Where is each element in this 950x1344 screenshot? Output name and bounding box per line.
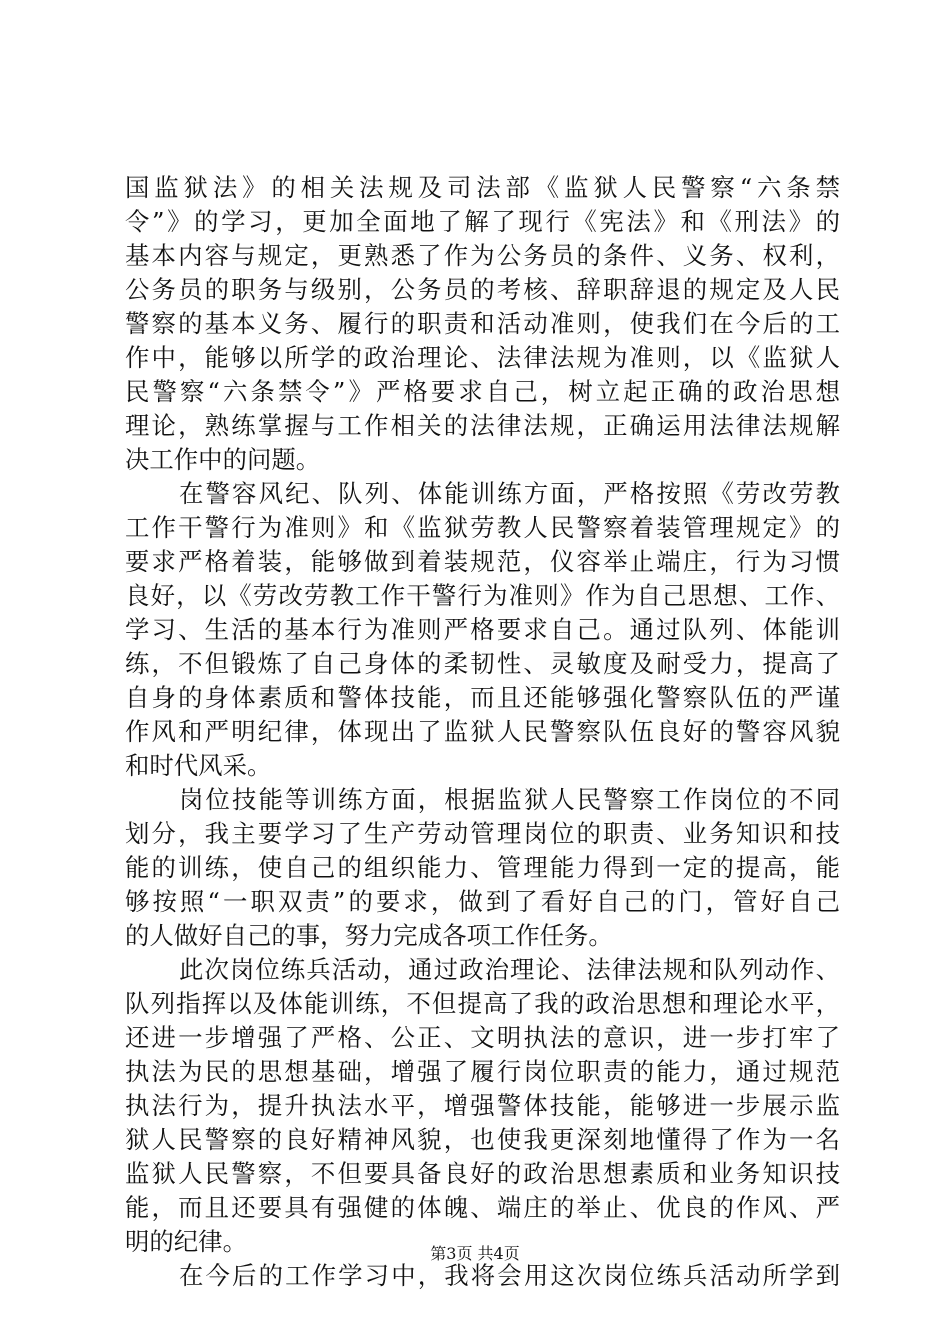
text-line: 民警察“六条禁令”》严格要求自己，树立起正确的政治思想 <box>125 377 840 406</box>
text-line: 划分，我主要学习了生产劳动管理岗位的职责、业务知识和技 <box>125 819 840 848</box>
text-line: 明的纪律。 <box>125 1227 247 1256</box>
text-line: 岗位技能等训练方面，根据监狱人民警察工作岗位的不同 <box>179 785 840 814</box>
text-line: 狱人民警察的良好精神风貌，也使我更深刻地懂得了作为一名 <box>125 1125 840 1154</box>
text-line: 执法行为，提升执法水平，增强警体技能，能够进一步展示监 <box>125 1091 840 1120</box>
text-line: 能的训练，使自己的组织能力、管理能力得到一定的提高，能 <box>125 853 840 882</box>
text-line: 作中，能够以所学的政治理论、法律法规为准则，以《监狱人 <box>125 343 840 372</box>
text-line: 要求严格着装，能够做到着装规范，仪容举止端庄，行为习惯 <box>125 547 840 576</box>
text-line: 公务员的职务与级别，公务员的考核、辞职辞退的规定及人民 <box>125 275 840 304</box>
text-line: 自身的身体素质和警体技能，而且还能够强化警察队伍的严谨 <box>125 683 840 712</box>
text-line: 和时代风采。 <box>125 751 272 780</box>
text-line: 能，而且还要具有强健的体魄、端庄的举止、优良的作风、严 <box>125 1193 840 1222</box>
text-line: 理论，熟练掌握与工作相关的法律法规，正确运用法律法规解 <box>125 411 840 440</box>
text-line: 工作干警行为准则》和《监狱劳教人民警察着装管理规定》的 <box>125 513 840 542</box>
text-line: 令”》的学习，更加全面地了解了现行《宪法》和《刑法》的 <box>125 207 840 236</box>
text-line: 监狱人民警察，不但要具备良好的政治思想素质和业务知识技 <box>125 1159 840 1188</box>
text-line: 在警容风纪、队列、体能训练方面，严格按照《劳改劳教 <box>179 479 840 508</box>
body-text <box>125 171 840 1293</box>
text-line: 练，不但锻炼了自己身体的柔韧性、灵敏度及耐受力，提高了 <box>125 649 840 678</box>
text-line: 还进一步增强了严格、公正、文明执法的意识，进一步打牢了 <box>125 1023 840 1052</box>
text-line: 够按照“一职双责”的要求，做到了看好自己的门，管好自己 <box>125 887 840 916</box>
text-line: 国监狱法》的相关法规及司法部《监狱人民警察“六条禁 <box>125 173 840 202</box>
text-line: 执法为民的思想基础，增强了履行岗位职责的能力，通过规范 <box>125 1057 840 1086</box>
text-line: 队列指挥以及体能训练，不但提高了我的政治思想和理论水平， <box>125 989 840 1018</box>
text-line: 此次岗位练兵活动，通过政治理论、法律法规和队列动作、 <box>179 955 840 984</box>
text-line: 警察的基本义务、履行的职责和活动准则，使我们在今后的工 <box>125 309 840 338</box>
text-line: 决工作中的问题。 <box>125 445 321 474</box>
text-line: 良好，以《劳改劳教工作干警行为准则》作为自己思想、工作、 <box>125 581 840 610</box>
text-line: 基本内容与规定，更熟悉了作为公务员的条件、义务、权利， <box>125 241 840 270</box>
text-line: 在今后的工作学习中，我将会用这次岗位练兵活动所学到 <box>179 1261 840 1290</box>
text-line: 作风和严明纪律，体现出了监狱人民警察队伍良好的警容风貌 <box>125 717 840 746</box>
text-line: 学习、生活的基本行为准则严格要求自己。通过队列、体能训 <box>125 615 840 644</box>
text-line: 的人做好自己的事，努力完成各项工作任务。 <box>125 921 613 950</box>
page-footer: 第3页 共4页 <box>430 1244 520 1263</box>
